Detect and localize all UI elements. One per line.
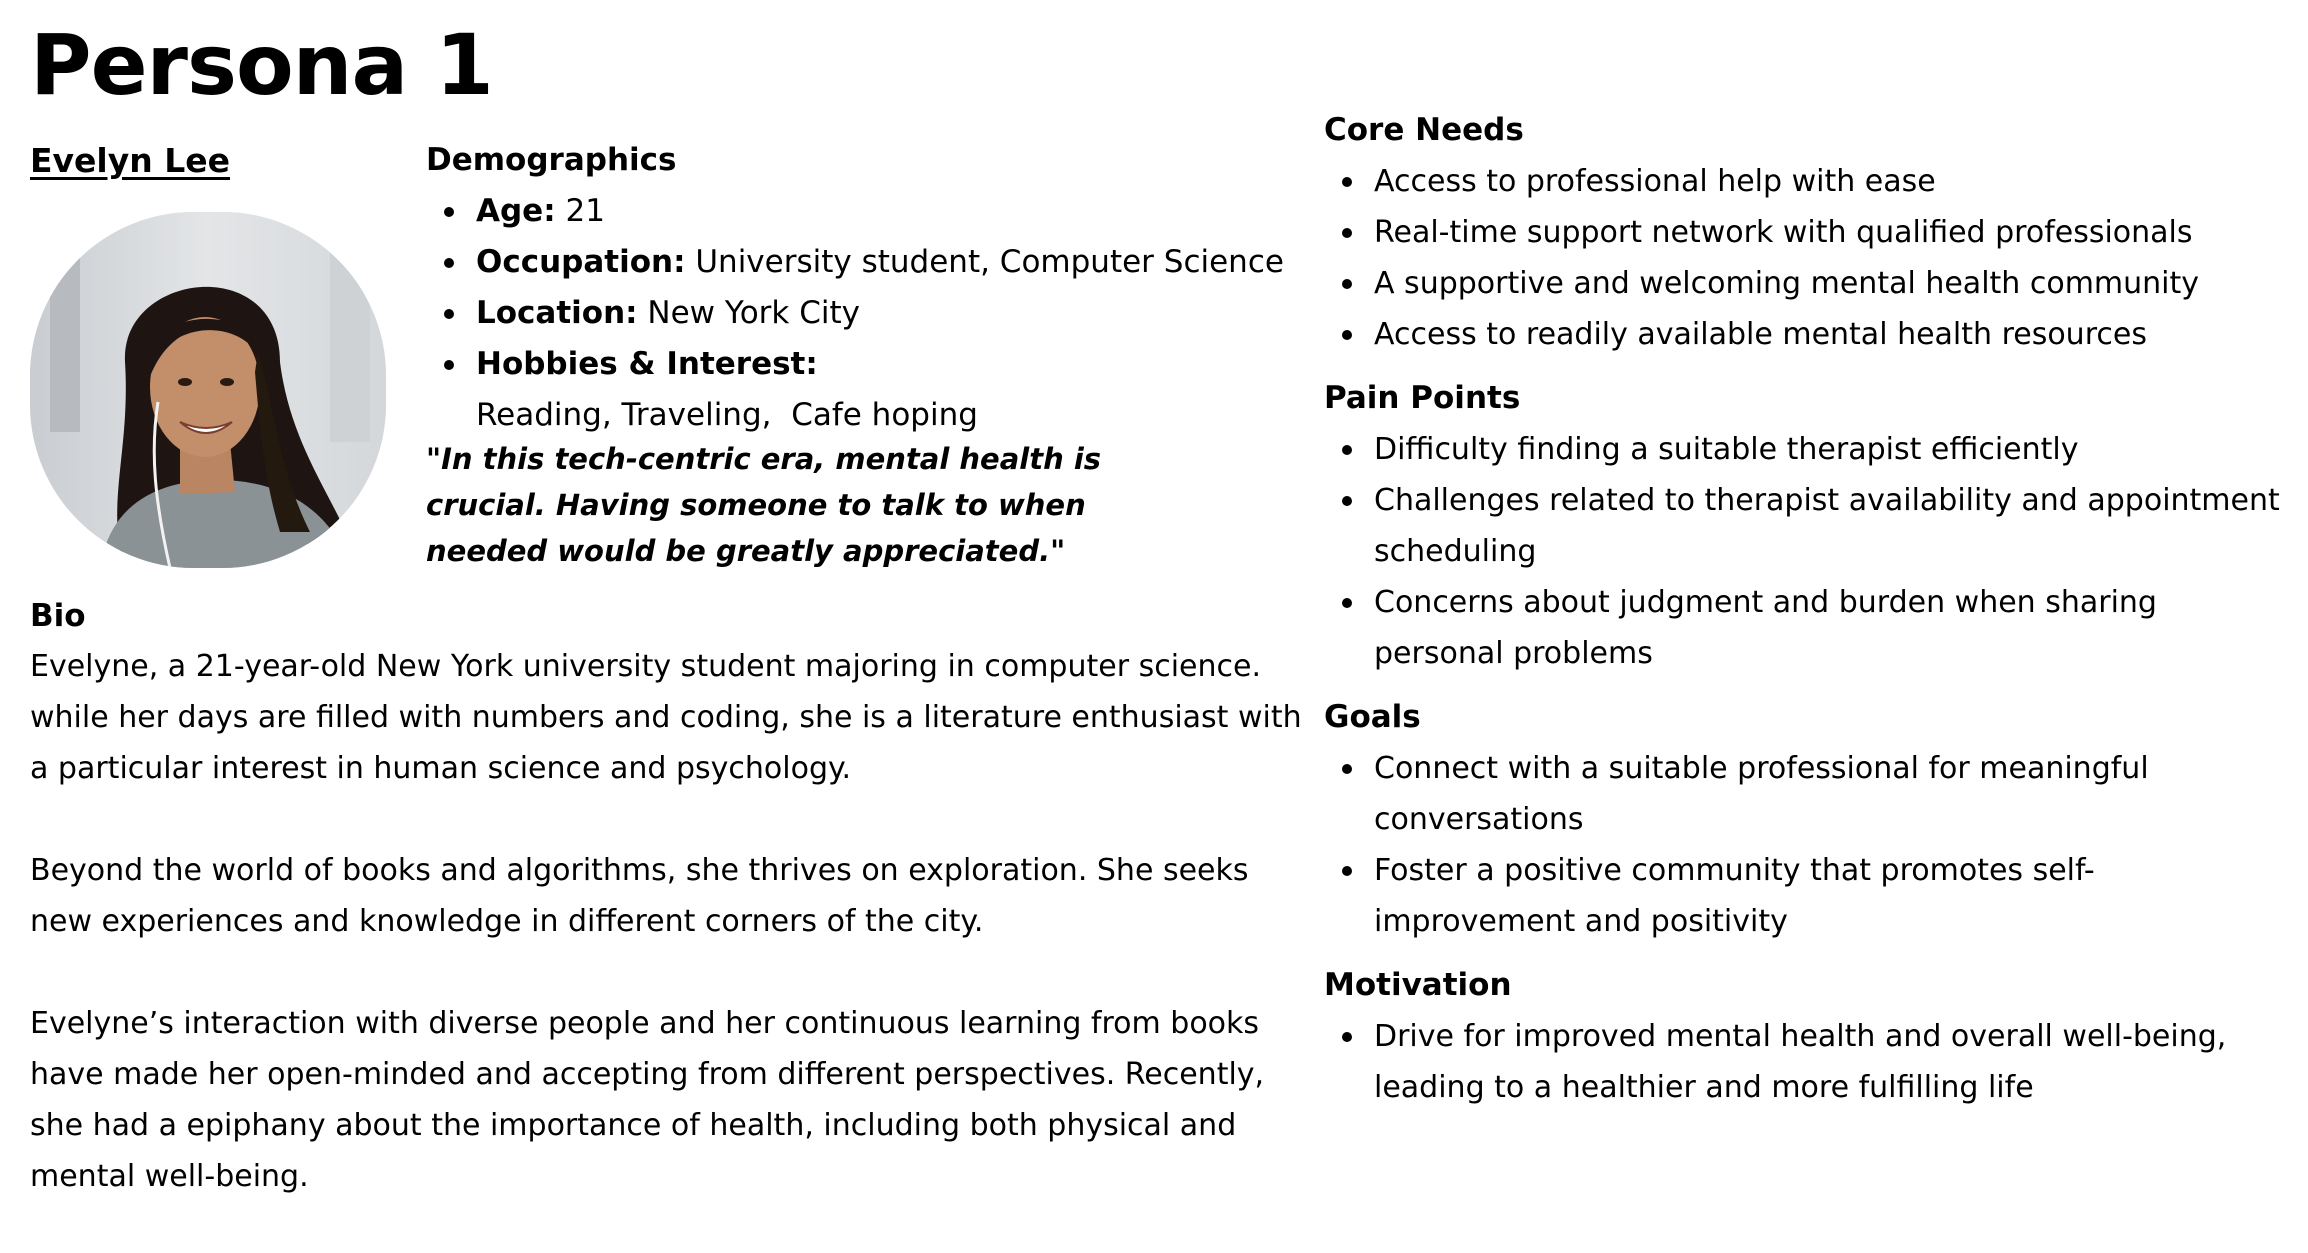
motivation-heading: Motivation	[1324, 967, 1512, 1003]
demographic-value: New York City	[647, 295, 860, 331]
bio-heading: Bio	[30, 598, 86, 634]
core-needs-section	[1324, 104, 2294, 360]
demographic-age	[426, 186, 1306, 237]
pain-points-section	[1324, 372, 2294, 679]
goals-list	[1324, 743, 2294, 947]
demographic-label: Hobbies & Interest:	[476, 346, 818, 382]
motivation-section	[1324, 959, 2294, 1113]
bio-paragraph: Beyond the world of books and algorithms, she thrives on exploration. She seeks new experiences and knowledge in different corners of the city.	[30, 853, 1249, 939]
persona-photo	[30, 212, 386, 568]
persona-quote: "In this tech-centric era, mental health is crucial. Having someone to talk to when needed would be greatly appreciated."	[426, 442, 1102, 568]
page-title: Persona 1	[30, 16, 493, 114]
demographics-section	[426, 134, 1306, 441]
demographic-label: Occupation:	[476, 244, 686, 280]
demographic-value: Reading, Traveling, Cafe hoping	[476, 397, 978, 433]
demographic-value: 21	[565, 193, 605, 229]
list-item: Connect with a suitable professional for meaningful conversations	[1324, 743, 2294, 845]
demographic-hobbies	[426, 339, 1306, 441]
core-needs-list	[1324, 156, 2294, 360]
demographic-label: Age:	[476, 193, 556, 229]
list-item: Access to professional help with ease	[1324, 156, 2294, 207]
motivation-list	[1324, 1011, 2294, 1113]
list-item: Challenges related to therapist availability and appointment scheduling	[1324, 475, 2294, 577]
goals-heading: Goals	[1324, 699, 1421, 735]
list-item: Foster a positive community that promotes self-improvement and positivity	[1324, 845, 2294, 947]
persona-details-column	[1324, 104, 2294, 1125]
list-item: Concerns about judgment and burden when sharing personal problems	[1324, 577, 2294, 679]
goals-section	[1324, 691, 2294, 947]
core-needs-heading: Core Needs	[1324, 112, 1524, 148]
list-item: Access to readily available mental health resources	[1324, 309, 2294, 360]
demographic-occupation	[426, 237, 1306, 288]
demographic-value: University student, Computer Science	[695, 244, 1284, 280]
list-item: Drive for improved mental health and overall well-being, leading to a healthier and more fulfilling life	[1324, 1011, 2294, 1113]
demographics-list	[426, 186, 1306, 441]
persona-portrait-image	[30, 212, 386, 568]
bio-section	[30, 641, 1310, 1253]
persona-name: Evelyn Lee	[30, 141, 231, 180]
demographics-heading: Demographics	[426, 142, 677, 178]
demographic-location	[426, 288, 1306, 339]
pain-points-list	[1324, 424, 2294, 679]
list-item: A supportive and welcoming mental health community	[1324, 258, 2294, 309]
demographic-label: Location:	[476, 295, 638, 331]
pain-points-heading: Pain Points	[1324, 380, 1521, 416]
bio-paragraph: Evelyne’s interaction with diverse people and her continuous learning from books have made her open-minded and accepting from different perspectives. Recently, she had a epiphany about the importance of health, including both physical and mental well-being.	[30, 1006, 1265, 1194]
list-item: Difficulty finding a suitable therapist efficiently	[1324, 424, 2294, 475]
bio-paragraph: Evelyne, a 21-year-old New York university student majoring in computer science. while her days are filled with numbers and coding, she is a literature enthusiast with a particular interest in human science and psychology.	[30, 649, 1302, 786]
list-item: Real-time support network with qualified professionals	[1324, 207, 2294, 258]
